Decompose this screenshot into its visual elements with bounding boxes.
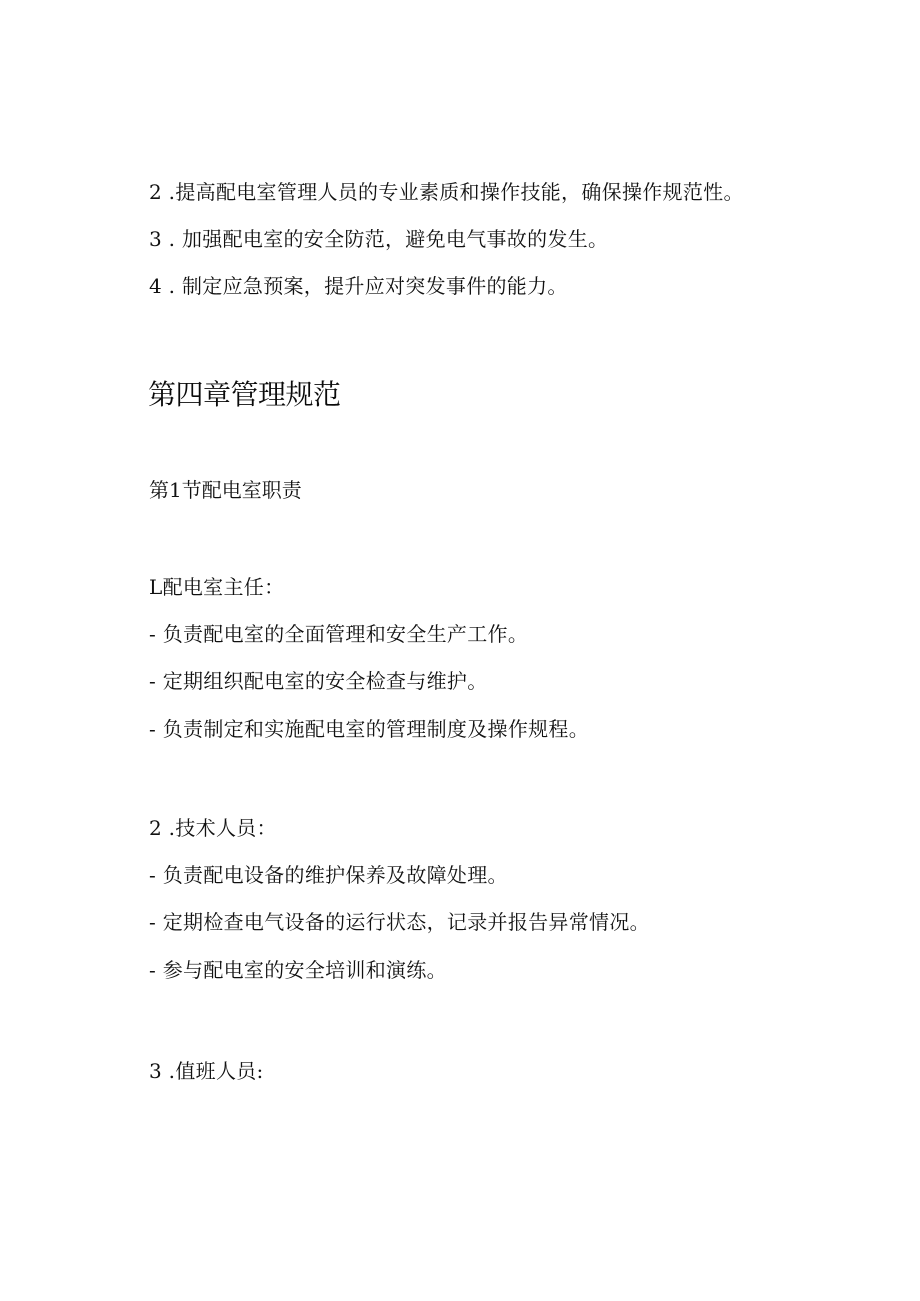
role-heading-duty-staff: 3 .值班人员: (149, 1059, 264, 1083)
duty-item: - 负责配电室的全面管理和安全生产工作。 (149, 622, 529, 646)
duty-item: - 负责配电设备的维护保养及故障处理。 (149, 863, 508, 887)
chapter-title: 第四章管理规范 (148, 378, 341, 411)
role-heading-technician: 2 .技术人员： (149, 816, 277, 840)
duty-item: - 定期组织配电室的安全检查与维护。 (149, 669, 488, 693)
duty-item: - 参与配电室的安全培训和演练。 (149, 958, 447, 982)
objective-item-3: 3 . 加强配电室的安全防范，避免电气事故的发生。 (149, 227, 609, 251)
objective-item-2: 2 .提高配电室管理人员的专业素质和操作技能，确保操作规范性。 (149, 180, 744, 204)
duty-item: - 负责制定和实施配电室的管理制度及操作规程。 (149, 717, 590, 741)
role-heading-director: L配电室主任： (149, 575, 285, 599)
duty-item: - 定期检查电气设备的运行状态，记录并报告异常情况。 (149, 910, 650, 934)
objective-item-4: 4 . 制定应急预案，提升应对突发事件的能力。 (149, 274, 568, 298)
section-title: 第1节配电室职责 (149, 478, 302, 502)
